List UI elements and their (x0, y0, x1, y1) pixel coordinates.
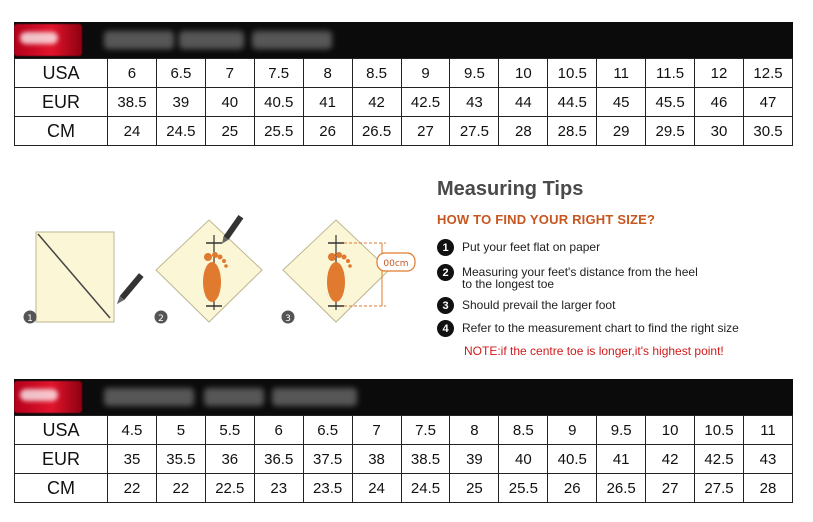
size-cell: 24 (352, 474, 401, 503)
size-cell: 42 (352, 88, 401, 117)
size-cell: 10.5 (548, 59, 597, 88)
tip-text: Put your feet flat on paper (462, 240, 601, 254)
size-cell: 26.5 (352, 117, 401, 146)
size-cell: 6 (254, 416, 303, 445)
tip-item-4 (437, 320, 739, 337)
tip-text: Refer to the measurement chart to find the right size (462, 321, 739, 335)
size-cell: 25 (450, 474, 499, 503)
size-cell: 9 (401, 59, 450, 88)
size-cell: 10.5 (695, 416, 744, 445)
measurement-label: 00cm (383, 259, 409, 269)
tip-text (462, 264, 698, 290)
table-row (15, 474, 793, 503)
blurred-brand-text (104, 31, 174, 49)
size-table-large (14, 58, 793, 146)
size-cell: 42.5 (695, 445, 744, 474)
size-cell: 37.5 (303, 445, 352, 474)
size-cell: 28 (743, 474, 792, 503)
size-cell: 4.5 (108, 416, 157, 445)
size-cell: 22 (156, 474, 205, 503)
tip-item-1 (437, 239, 600, 256)
step3-badge (282, 311, 295, 325)
size-cell: 26 (303, 117, 352, 146)
size-cell: 24.5 (156, 117, 205, 146)
size-cell: 6.5 (303, 416, 352, 445)
tip-number-badge: 1 (437, 239, 454, 256)
tip-text: Should prevail the larger foot (462, 298, 616, 312)
step3-number: 3 (285, 314, 291, 324)
size-cell: 9.5 (450, 59, 499, 88)
row-label: EUR (15, 445, 108, 474)
size-cell: 43 (450, 88, 499, 117)
size-cell: 24.5 (401, 474, 450, 503)
size-cell: 39 (156, 88, 205, 117)
size-cell: 27 (646, 474, 695, 503)
blurred-brand-text (179, 31, 244, 49)
top-brand-banner (14, 22, 793, 58)
size-cell: 38.5 (401, 445, 450, 474)
size-cell: 22.5 (205, 474, 254, 503)
size-cell: 41 (597, 445, 646, 474)
tip-text-line-1: Measuring your feet's distance from the heel (462, 265, 698, 279)
blurred-brand-text (252, 31, 332, 49)
size-cell: 5.5 (205, 416, 254, 445)
size-cell: 26 (548, 474, 597, 503)
size-cell: 27.5 (450, 117, 499, 146)
tip-text-line-2: to the longest toe (462, 277, 555, 291)
size-cell: 8 (303, 59, 352, 88)
tip-item-3 (437, 297, 615, 314)
brand-logo (14, 24, 82, 56)
size-cell: 27.5 (695, 474, 744, 503)
size-cell: 47 (743, 88, 792, 117)
size-cell: 8 (450, 416, 499, 445)
step3-paper-icon (283, 220, 415, 322)
tip-item-2 (437, 264, 698, 290)
size-cell: 42 (646, 445, 695, 474)
tip-number-badge: 2 (437, 264, 454, 281)
step1-paper-icon (36, 232, 144, 322)
size-cell: 45 (597, 88, 646, 117)
tip-number-badge: 3 (437, 297, 454, 314)
size-cell: 44 (499, 88, 548, 117)
size-cell: 35.5 (156, 445, 205, 474)
size-cell: 7.5 (401, 416, 450, 445)
size-cell: 35 (108, 445, 157, 474)
size-table-small (14, 415, 793, 503)
size-cell: 45.5 (646, 88, 695, 117)
table-row (15, 117, 793, 146)
size-cell: 44.5 (548, 88, 597, 117)
size-cell: 39 (450, 445, 499, 474)
size-cell: 42.5 (401, 88, 450, 117)
size-cell: 11 (597, 59, 646, 88)
size-cell: 25 (205, 117, 254, 146)
size-cell: 5 (156, 416, 205, 445)
table-row (15, 88, 793, 117)
row-label: CM (15, 117, 108, 146)
table-row (15, 416, 793, 445)
size-cell: 38.5 (108, 88, 157, 117)
size-cell: 6 (108, 59, 157, 88)
row-label: EUR (15, 88, 108, 117)
size-cell: 11.5 (646, 59, 695, 88)
size-cell: 12.5 (743, 59, 792, 88)
blurred-brand-text (204, 388, 264, 406)
size-cell: 12 (695, 59, 744, 88)
table-row (15, 445, 793, 474)
pen-icon (115, 273, 144, 306)
size-cell: 26.5 (597, 474, 646, 503)
size-cell: 29.5 (646, 117, 695, 146)
size-cell: 29 (597, 117, 646, 146)
row-label: USA (15, 416, 108, 445)
step2-badge (155, 311, 168, 325)
brand-logo (14, 381, 82, 413)
row-label: USA (15, 59, 108, 88)
size-cell: 10 (499, 59, 548, 88)
step2-number: 2 (158, 314, 164, 324)
size-cell: 6.5 (156, 59, 205, 88)
size-cell: 22 (108, 474, 157, 503)
size-cell: 43 (743, 445, 792, 474)
size-cell: 7 (352, 416, 401, 445)
size-cell: 40 (205, 88, 254, 117)
size-cell: 36 (205, 445, 254, 474)
size-cell: 11 (743, 416, 792, 445)
size-cell: 25.5 (254, 117, 303, 146)
size-cell: 7.5 (254, 59, 303, 88)
size-cell: 8.5 (499, 416, 548, 445)
blurred-brand-text (272, 388, 357, 406)
step2-paper-icon (156, 215, 262, 322)
size-cell: 25.5 (499, 474, 548, 503)
table-row (15, 59, 793, 88)
size-cell: 28 (499, 117, 548, 146)
size-cell: 24 (108, 117, 157, 146)
size-cell: 40 (499, 445, 548, 474)
step1-number: 1 (27, 314, 33, 324)
size-cell: 8.5 (352, 59, 401, 88)
size-cell: 9 (548, 416, 597, 445)
measurement-tag (377, 253, 415, 271)
tips-note: NOTE:if the centre toe is longer,it's highest point! (464, 344, 724, 358)
step1-badge (24, 311, 37, 325)
row-label: CM (15, 474, 108, 503)
tips-subtitle: HOW TO FIND YOUR RIGHT SIZE? (437, 212, 656, 227)
size-cell: 10 (646, 416, 695, 445)
size-cell: 30.5 (743, 117, 792, 146)
tips-title: Measuring Tips (437, 178, 584, 200)
size-cell: 23 (254, 474, 303, 503)
size-cell: 36.5 (254, 445, 303, 474)
size-cell: 23.5 (303, 474, 352, 503)
size-cell: 41 (303, 88, 352, 117)
size-cell: 9.5 (597, 416, 646, 445)
size-cell: 46 (695, 88, 744, 117)
size-cell: 27 (401, 117, 450, 146)
size-cell: 40.5 (548, 445, 597, 474)
tip-number-badge: 4 (437, 320, 454, 337)
size-cell: 28.5 (548, 117, 597, 146)
bottom-brand-banner (14, 379, 793, 415)
size-cell: 7 (205, 59, 254, 88)
blurred-brand-text (104, 388, 194, 406)
size-cell: 38 (352, 445, 401, 474)
size-cell: 30 (695, 117, 744, 146)
measuring-illustration (14, 210, 434, 340)
size-cell: 40.5 (254, 88, 303, 117)
